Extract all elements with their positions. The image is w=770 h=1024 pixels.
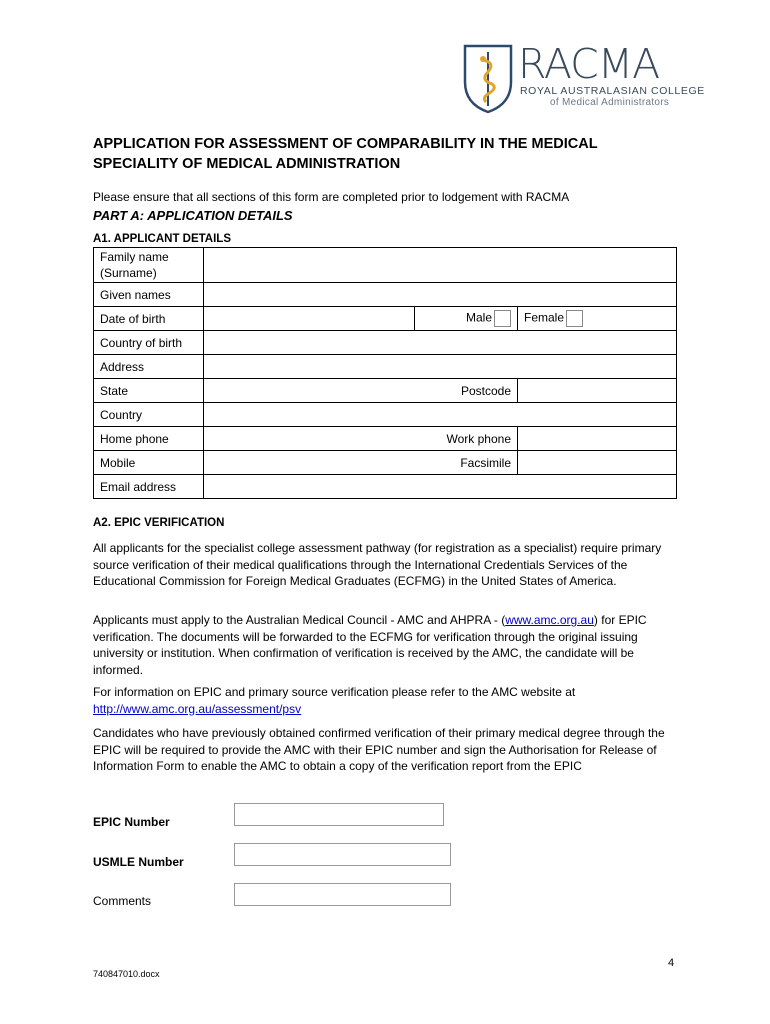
part-a-heading: PART A: APPLICATION DETAILS [93, 208, 293, 223]
country-of-birth-field[interactable] [204, 331, 677, 355]
logo-line2: of Medical Administrators [550, 97, 670, 108]
male-cell [415, 307, 518, 331]
logo-line1: ROYAL AUSTRALASIAN COLLEGE [520, 85, 705, 97]
p3-pre: For information on EPIC and primary source verification please refer to the AMC website at [93, 685, 576, 699]
epic-paragraph-2 [93, 612, 683, 678]
page-title: APPLICATION FOR ASSESSMENT OF COMPARABILITY IN THE MEDICAL SPECIALITY OF MEDICAL ADMINISTRATION [93, 136, 598, 172]
comments-input[interactable] [234, 883, 451, 906]
country-field[interactable] [204, 403, 677, 427]
p2-pre: Applicants must apply to the Australian Medical Council - AMC and AHPRA - ( [93, 613, 506, 627]
a1-heading: A1. APPLICANT DETAILS [93, 233, 232, 245]
work-phone-label: Work phone [204, 427, 518, 451]
male-checkbox[interactable] [494, 310, 511, 327]
comments-label: Comments [93, 894, 152, 908]
given-names-field[interactable] [204, 283, 677, 307]
email-field[interactable] [204, 475, 677, 499]
a2-heading: A2. EPIC VERIFICATION [93, 517, 225, 529]
postcode-field[interactable] [518, 379, 677, 403]
amc-psv-link[interactable]: http://www.amc.org.au/assessment/psv [93, 701, 302, 716]
postcode-label: Postcode [204, 379, 518, 403]
dob-label: Date of birth [94, 307, 204, 331]
facsimile-field[interactable] [518, 451, 677, 475]
epic-paragraph-3 [93, 684, 683, 717]
male-label: Male [465, 310, 492, 325]
logo-name: RACMA [518, 40, 660, 88]
epic-number-label: EPIC Number [93, 815, 170, 829]
dob-field[interactable] [204, 307, 415, 331]
facsimile-label: Facsimile [204, 451, 518, 475]
family-name-label: Family name (Surname) [94, 248, 204, 283]
epic-paragraph-1: All applicants for the specialist college assessment pathway (for registration as a specialist) require primary source verification of their medical qualifications through the International Credentials Services of the Educational Commission for Foreign Medical Graduates (ECFMG) in the United States of America. [93, 541, 662, 588]
page-number: 4 [668, 957, 675, 969]
crest-icon [462, 42, 514, 114]
country-label: Country [94, 403, 204, 427]
female-cell [518, 307, 677, 331]
female-label: Female [524, 310, 565, 325]
email-label: Email address [94, 475, 204, 499]
state-label: State [94, 379, 204, 403]
home-phone-label: Home phone [94, 427, 204, 451]
applicant-details-table [93, 247, 677, 499]
address-field[interactable] [204, 355, 677, 379]
intro-text: Please ensure that all sections of this form are completed prior to lodgement with RACMA [93, 190, 570, 204]
given-names-label: Given names [94, 283, 204, 307]
mobile-label: Mobile [94, 451, 204, 475]
racma-logo [462, 40, 705, 114]
p2-post: ) for EPIC verification. The documents will be forwarded to the ECFMG for verification through the original issuing university or institution. When confirmation of verification is received by the AMC, the candidate will be informed. [93, 613, 647, 677]
footer-filename: 740847010.docx [93, 969, 160, 979]
usmle-number-label: USMLE Number [93, 855, 184, 869]
epic-number-input[interactable] [234, 803, 444, 826]
work-phone-field[interactable] [518, 427, 677, 451]
usmle-number-input[interactable] [234, 843, 451, 866]
country-of-birth-label: Country of birth [94, 331, 204, 355]
amc-link[interactable]: www.amc.org.au [505, 613, 594, 627]
family-name-field[interactable] [204, 248, 677, 283]
epic-paragraph-4: Candidates who have previously obtained confirmed verification of their primary medical degree through the EPIC will be required to provide the AMC with their EPIC number and sign the Authorisation for Release of Information Form to enable the AMC to obtain a copy of the verification report from the EPIC [93, 726, 665, 773]
female-checkbox[interactable] [566, 310, 583, 327]
address-label: Address [94, 355, 204, 379]
